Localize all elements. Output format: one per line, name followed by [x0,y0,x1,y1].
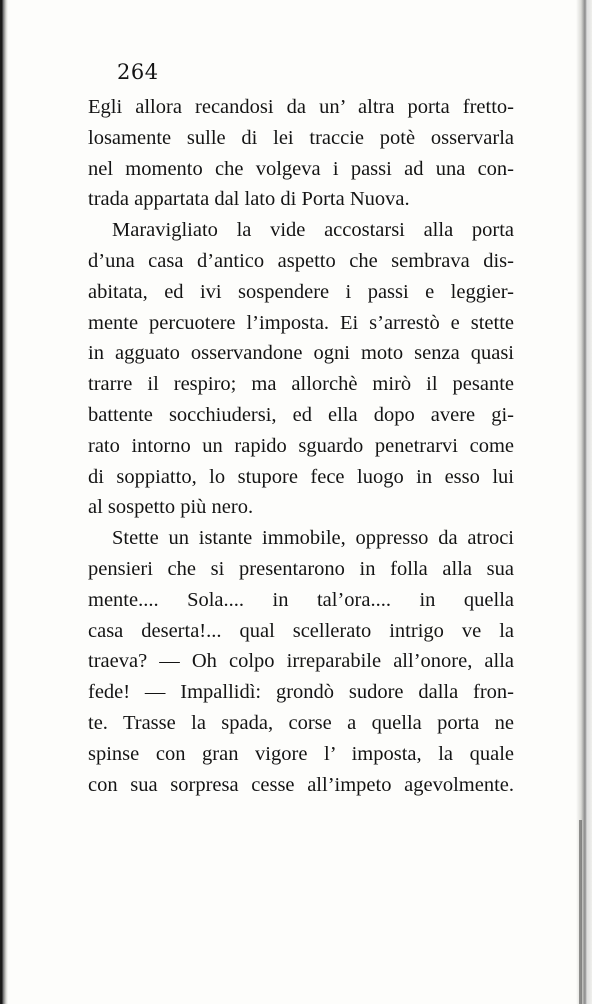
text-line: trarre il respiro; ma allorchè mirò il pesante [88,373,514,396]
text-line: te. Trasse la spada, corse a quella porta ne [88,711,514,734]
text-line: mente.... Sola.... in tal’ora.... in quella [88,588,514,611]
text-line: d’una casa d’antico aspetto che sembrava dis- [88,249,514,272]
text-line: casa deserta!... qual scellerato intrigo ve la [88,619,514,642]
text-line: trada appartata dal lato di Porta Nuova. [88,188,410,211]
text-line: in agguato osservandone ogni moto senza quasi [88,342,514,365]
text-line: Egli allora recandosi da un’ altra porta fretto- [88,96,514,118]
text-line: pensieri che si presentarono in folla alla sua [88,557,514,580]
text-line: fede! — Impallidì: grondò sudore dalla fron- [88,681,514,704]
body-text [88,92,514,800]
text-line: nel momento che volgeva i passi ad una con- [88,157,514,180]
text-line: con sua sorpresa cesse all’impeto agevolmente. [88,773,514,796]
text-line: spinse con gran vigore l’ imposta, la quale [88,742,514,765]
text-line: rato intorno un rapido sguardo penetrarvi come [88,434,514,457]
page-number: 264 [117,60,159,84]
text-line: losamente sulle di lei traccie potè osservarla [88,126,514,149]
text-line: Maravigliato la vide accostarsi alla porta [112,219,514,242]
text-line: al sospetto più nero. [88,496,254,519]
page-edge-shadow [579,820,582,1004]
text-line: traeva? — Oh colpo irreparabile all’onore, alla [88,650,514,673]
text-line: mente percuotere l’imposta. Ei s’arrestò e stette [88,311,514,334]
text-line: battente socchiudersi, ed ella dopo avere gi- [88,403,514,426]
text-line: abitata, ed ivi sospendere i passi e leggier- [88,280,514,303]
page-left-edge [0,0,8,1004]
text-line: Stette un istante immobile, oppresso da atroci [112,527,514,550]
text-line: di soppiatto, lo stupore fece luogo in esso lui [88,465,514,488]
